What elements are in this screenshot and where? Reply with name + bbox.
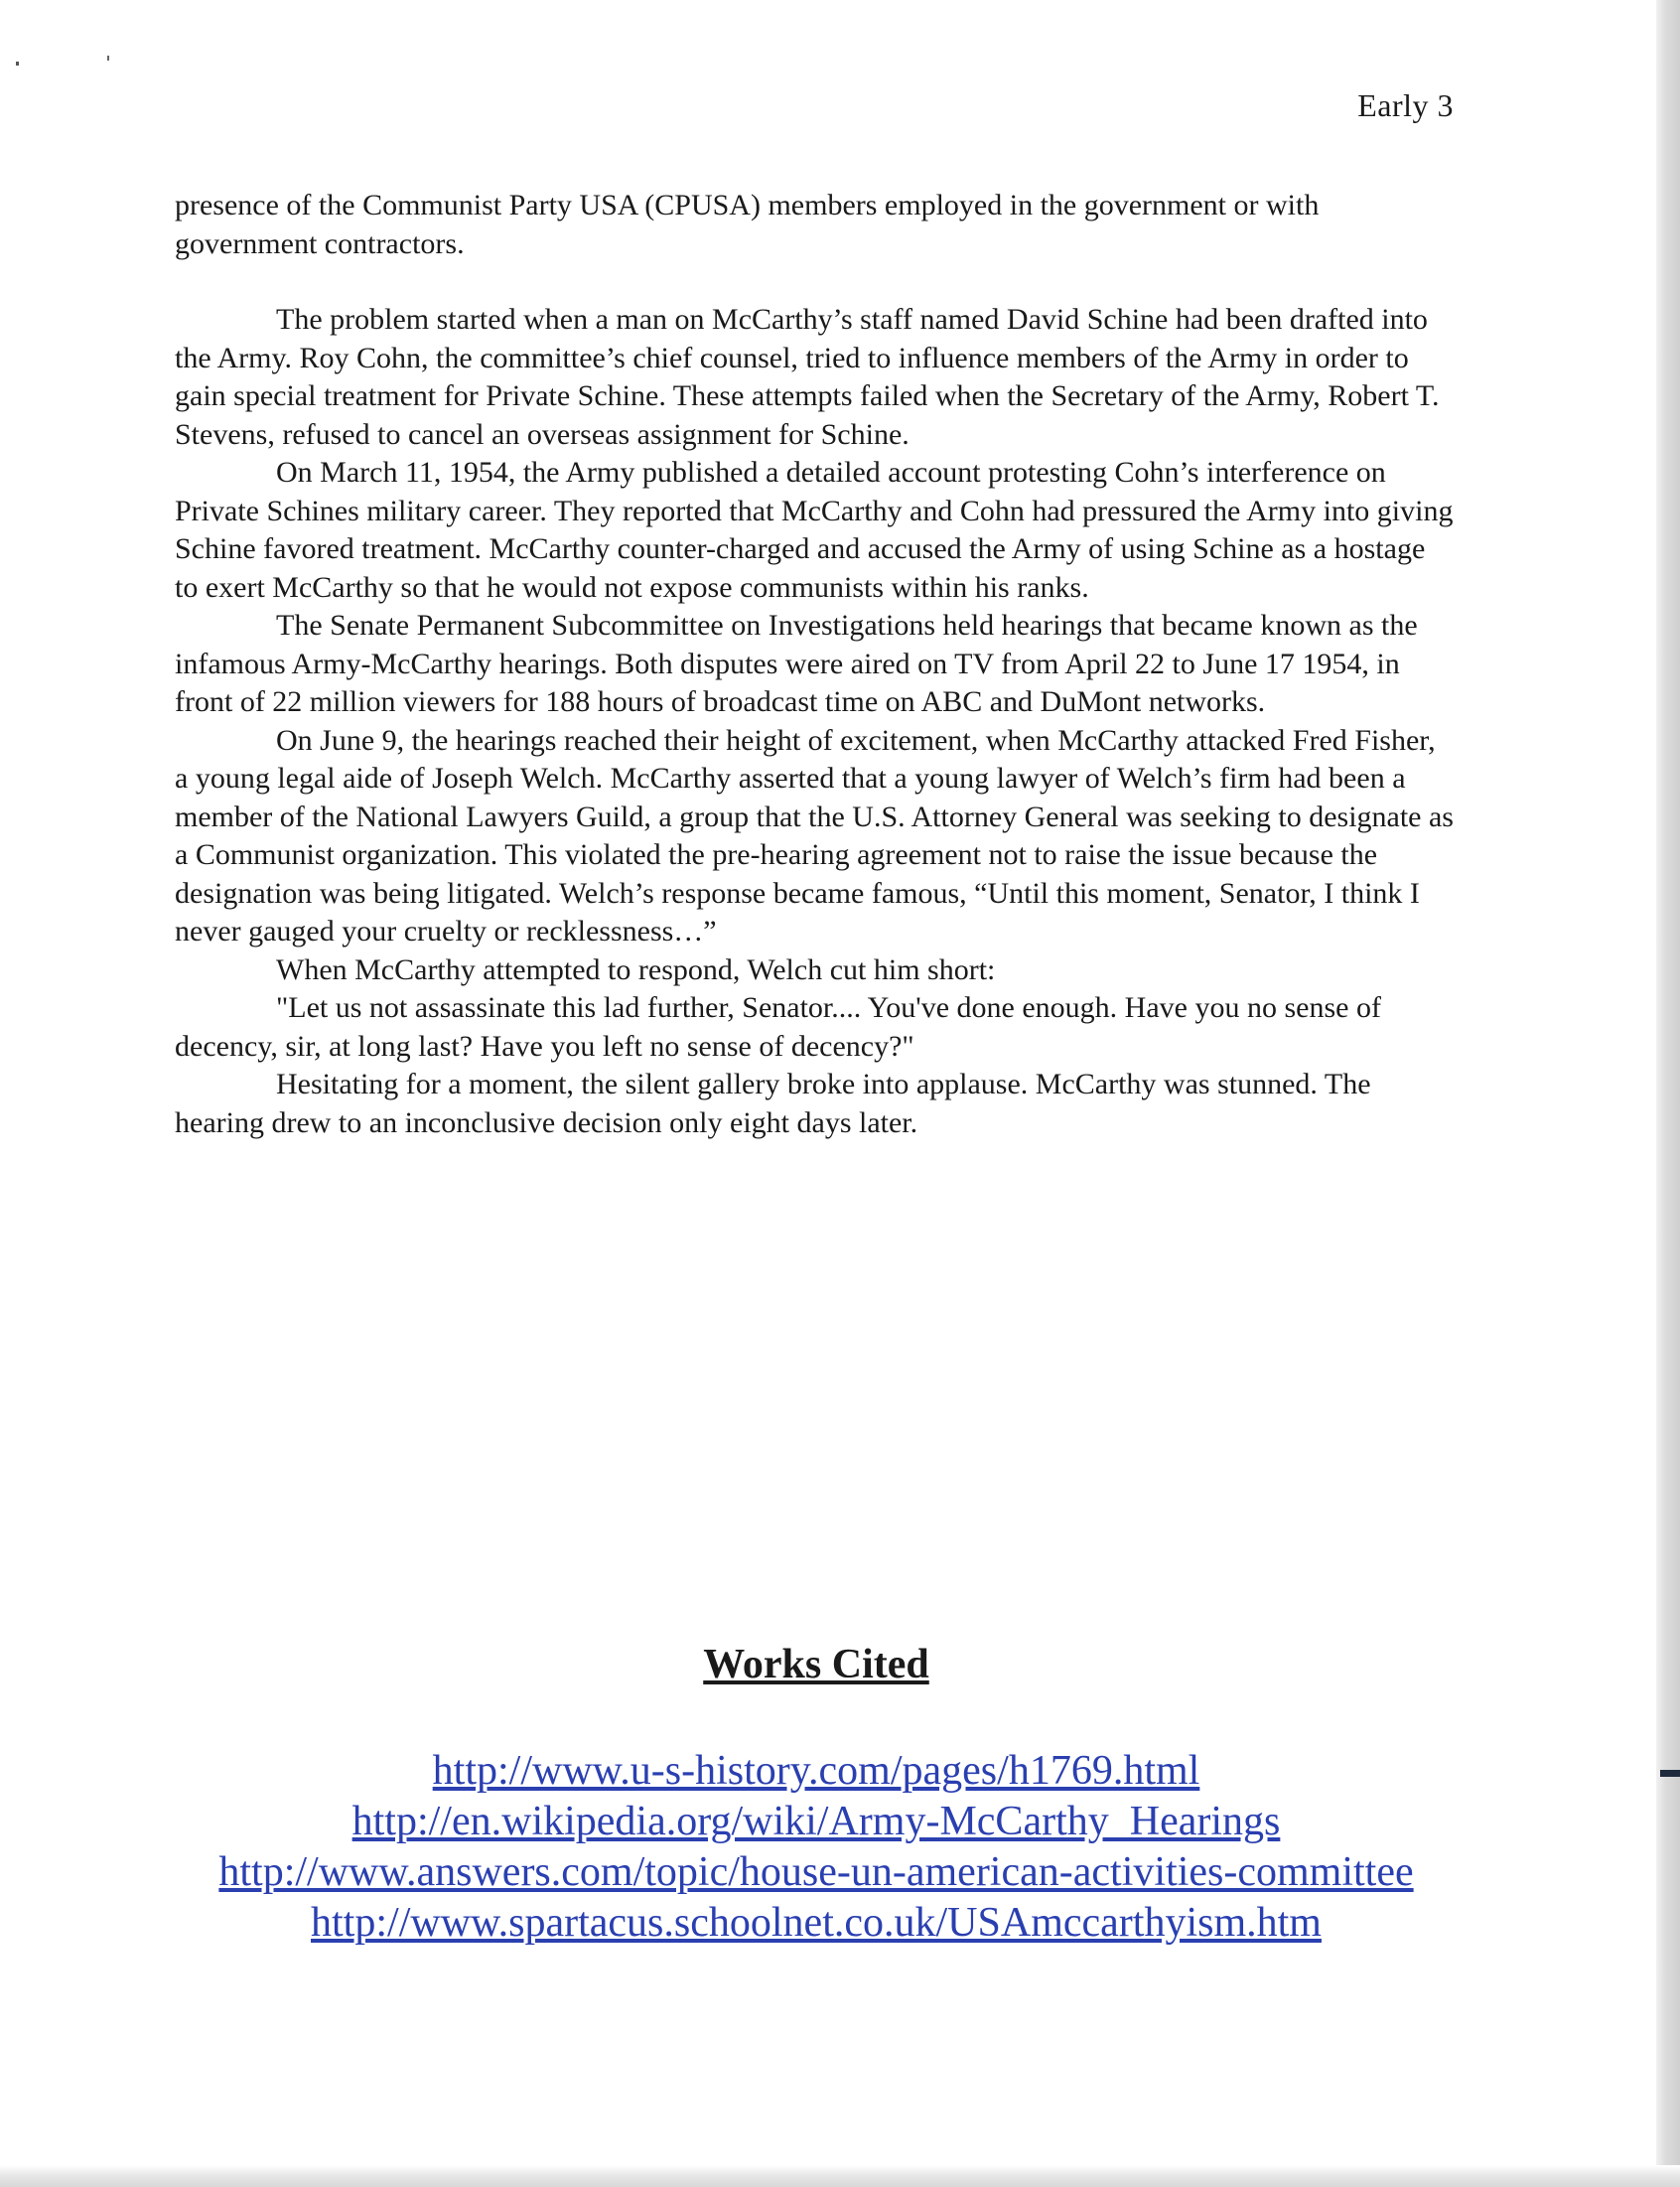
paragraph: When McCarthy attempted to respond, Welch cut him short:	[276, 952, 996, 986]
essay-body	[175, 187, 1456, 1142]
paragraph: The Senate Permanent Subcommittee on Investigations held hearings that became known as the infamous Army-McCarthy hearings. Both disputes were aired on TV from April 22 to June 17 1954, in front of 22 million viewers for 188 hours of broadcast time on ABC and DuMont networks.	[175, 609, 1418, 718]
paragraph: On March 11, 1954, the Army published a detailed account protesting Cohn’s interference on Private Schines military career. They reported that McCarthy and Cohn had pressured the Army into giving Schine favored treatment. McCarthy counter-charged and accused the Army of using Schine as a hostage to exert McCarthy so that he would not expose communists within his ranks.	[175, 456, 1454, 604]
scan-speck	[16, 62, 19, 66]
citation-link[interactable]: http://www.u-s-history.com/pages/h1769.html	[432, 1748, 1200, 1794]
paragraph: Hesitating for a moment, the silent gallery broke into applause. McCarthy was stunned. The hearing drew to an inconclusive decision only eight days later.	[175, 1068, 1371, 1139]
paragraph: On June 9, the hearings reached their height of excitement, when McCarthy attacked Fred Fisher, a young legal aide of Joseph Welch. McCarthy asserted that a young lawyer of Welch’s firm had been a member of the National Lawyers Guild, a group that the U.S. Attorney General was seeking to designate as a Communist organization. This violated the pre-hearing agreement not to raise the issue because the designation was being litigated. Welch’s response became famous, “Until this moment, Senator, I think I never gauged your cruelty or recklessness…”	[175, 723, 1454, 948]
works-cited-title: Works Cited	[703, 1642, 929, 1687]
citation-link[interactable]: http://www.spartacus.schoolnet.co.uk/USAmccarthyism.htm	[311, 1900, 1322, 1946]
running-head: Early 3	[1357, 87, 1454, 123]
scan-bottom-edge	[0, 2165, 1680, 2187]
paragraph: The problem started when a man on McCarthy’s staff named David Schine had been drafted into the Army. Roy Cohn, the committee’s chief counsel, tried to influence members of the Army in order to gain special treatment for Private Schine. These attempts failed when the Secretary of the Army, Robert T. Stevens, refused to cancel an overseas assignment for Schine.	[175, 303, 1440, 451]
citation-link[interactable]: http://www.answers.com/topic/house-un-american-activities-committee	[218, 1849, 1414, 1895]
paragraph: presence of the Communist Party USA (CPUSA) members employed in the government or with government contractors.	[175, 189, 1320, 260]
scan-page-edge	[1656, 0, 1680, 2187]
scan-speck	[107, 56, 109, 61]
citation-link[interactable]: http://en.wikipedia.org/wiki/Army-McCarthy_Hearings	[351, 1799, 1281, 1844]
scan-edge-mark	[1660, 1770, 1680, 1777]
quote-paragraph: "Let us not assassinate this lad further, Senator.... You've done enough. Have you no sense of decency, sir, at long last? Have you left no sense of decency?"	[175, 991, 1381, 1063]
works-cited-list	[0, 1746, 1632, 1949]
